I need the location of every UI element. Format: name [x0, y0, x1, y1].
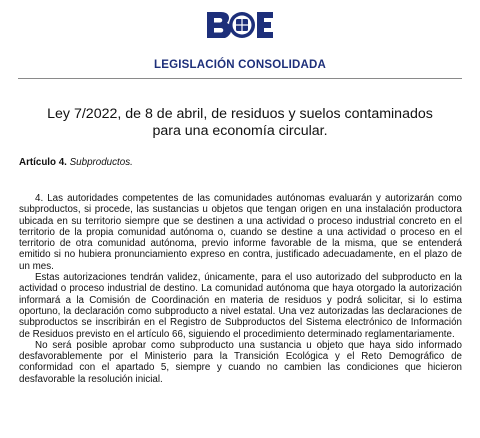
article-number: Artículo 4.: [19, 157, 67, 168]
paragraph: Estas autorizaciones tendrán validez, únicamente, para el uso autorizado del subproducto en la actividad o proceso industrial de destino. La comunidad autónoma que haya otorgado la autorización informará a la Comisión de Coordinación en materia de residuos y podrá solicitar, si lo estima oportuno, la declaración como subproducto a nivel estatal. Una vez autorizadas las declaraciones de subproductos se inscribirán en el Registro de Subproductos del Sistema electrónico de Información de Residuos previsto en el artículo 66, siguiendo el procedimiento determinado reglamentariamente.: [19, 272, 462, 340]
article-heading: [19, 157, 133, 168]
article-body: [19, 193, 462, 385]
document-title: Ley 7/2022, de 8 de abril, de residuos y suelos contaminados para una economía circular.: [47, 106, 433, 139]
article-name: Subproductos.: [69, 157, 133, 168]
paragraph: 4. Las autoridades competentes de las comunidades autónomas evaluarán y autorizarán como subproductos, si procede, las sustancias u objetos que tengan origen en una instalación productora ubicada en su territorio siempre que se destinen a una actividad o proceso industrial concreto en el territorio de la propia comunidad autónoma o, cuando se destine a una actividad o proceso en el territorio de otra comunidad autónoma, previo informe favorable de la misma, que se entenderá emitido si no hubiera pronunciamiento expreso en contra, justificado adecuadamente, en el plazo de un mes.: [19, 193, 462, 272]
header-divider: [18, 78, 462, 79]
header-title: LEGISLACIÓN CONSOLIDADA: [154, 59, 326, 71]
paragraph: No será posible aprobar como subproducto una sustancia u objeto que haya sido informado desfavorablemente por el Ministerio para la Transición Ecológica y el Reto Demográfico de conformidad con el apartado 5, siempre y cuando no cambien las condiciones que hicieron desfavorable la resolución inicial.: [19, 339, 462, 385]
boe-logo-icon: [205, 8, 275, 50]
